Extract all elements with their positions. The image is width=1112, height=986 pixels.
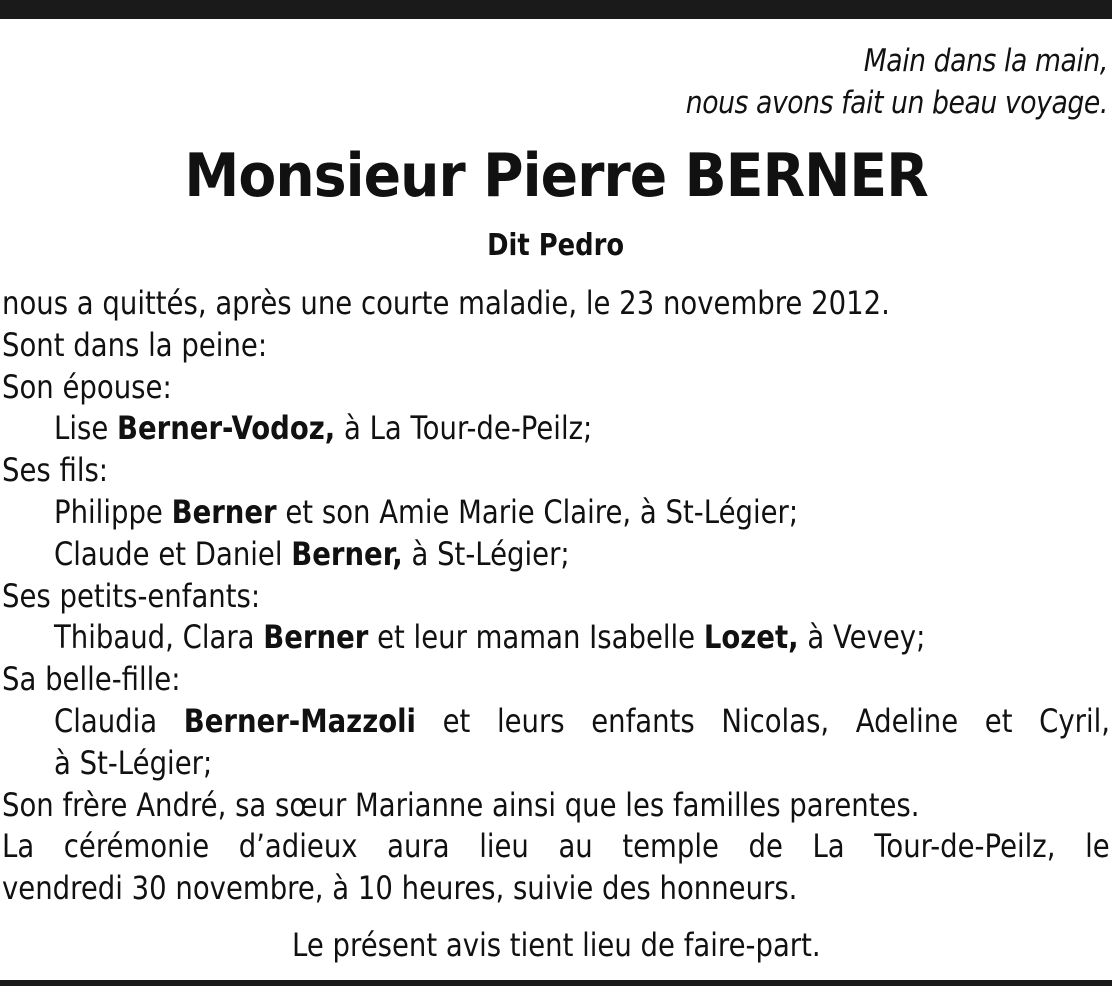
deceased-nickname: Dit Pedro xyxy=(487,228,625,263)
son1-surname: Berner xyxy=(171,492,277,531)
word: cérémonie xyxy=(63,827,210,866)
mourners-intro: Sont dans la peine: xyxy=(2,325,268,364)
word: d’adieux xyxy=(238,827,358,866)
epigraph xyxy=(686,40,1108,124)
announcement-line: nous a quittés, après une courte maladie, le 23 novembre 2012. xyxy=(2,284,890,322)
grandchildren-entry: Thibaud, Clara Berner et leur maman Isabelle Lozet, à Vevey; xyxy=(54,618,926,657)
ceremony-line-2: vendredi 30 novembre, à 10 heures, suivie des honneurs. xyxy=(2,869,798,908)
spouse-entry: Lise Berner-Vodoz, à La Tour-de-Peilz; xyxy=(54,409,593,448)
word: aura xyxy=(387,827,450,866)
epigraph-line-1: Main dans la main, xyxy=(863,43,1108,79)
word: le xyxy=(1085,827,1110,866)
son-entry-2: Claude et Daniel Berner, à St-Légier; xyxy=(54,534,570,573)
word: enfants xyxy=(591,701,695,740)
word: Adeline xyxy=(855,701,959,740)
sons-heading: Ses fils: xyxy=(2,451,109,490)
epigraph-line-2: nous avons fait un beau voyage. xyxy=(685,85,1108,121)
word: de xyxy=(748,827,783,866)
ceremony-line-1 xyxy=(2,826,1110,868)
daughter-in-law-entry-cont: à St-Légier; xyxy=(54,743,213,782)
word: lieu xyxy=(479,827,529,866)
word: Nicolas, xyxy=(721,701,830,740)
word: au xyxy=(558,827,593,866)
word: temple xyxy=(622,827,719,866)
deceased-name: Monsieur Pierre BERNER xyxy=(184,141,928,211)
daughter-in-law-heading: Sa belle-fille: xyxy=(2,660,181,699)
notice-body xyxy=(2,283,1110,910)
spouse-heading: Son épouse: xyxy=(2,367,172,406)
mother-surname: Lozet, xyxy=(703,618,799,657)
grandchildren-heading: Ses petits-enfants: xyxy=(2,576,261,615)
word: leurs xyxy=(496,701,565,740)
grandchildren-surname: Berner xyxy=(263,618,369,657)
word: La xyxy=(2,827,35,866)
son-entry-1: Philippe Berner et son Amie Marie Claire, à St-Légier; xyxy=(54,492,799,531)
family-line: Son frère André, sa sœur Marianne ainsi que les familles parentes. xyxy=(2,785,920,824)
word: et xyxy=(442,701,471,740)
son2-surname: Berner, xyxy=(291,534,403,573)
word: et xyxy=(984,701,1013,740)
word: La xyxy=(812,827,845,866)
word: Claudia xyxy=(54,701,158,740)
word: Cyril, xyxy=(1039,701,1110,740)
spouse-surname: Berner-Vodoz, xyxy=(116,409,336,448)
bottom-rule xyxy=(0,980,1112,986)
word: Tour-de-Peilz, xyxy=(874,827,1056,866)
daughter-in-law-surname: Berner-Mazzoli xyxy=(183,701,416,740)
footer-note: Le présent avis tient lieu de faire-part. xyxy=(291,926,821,964)
daughter-in-law-entry xyxy=(2,701,1110,743)
top-rule xyxy=(0,0,1112,19)
